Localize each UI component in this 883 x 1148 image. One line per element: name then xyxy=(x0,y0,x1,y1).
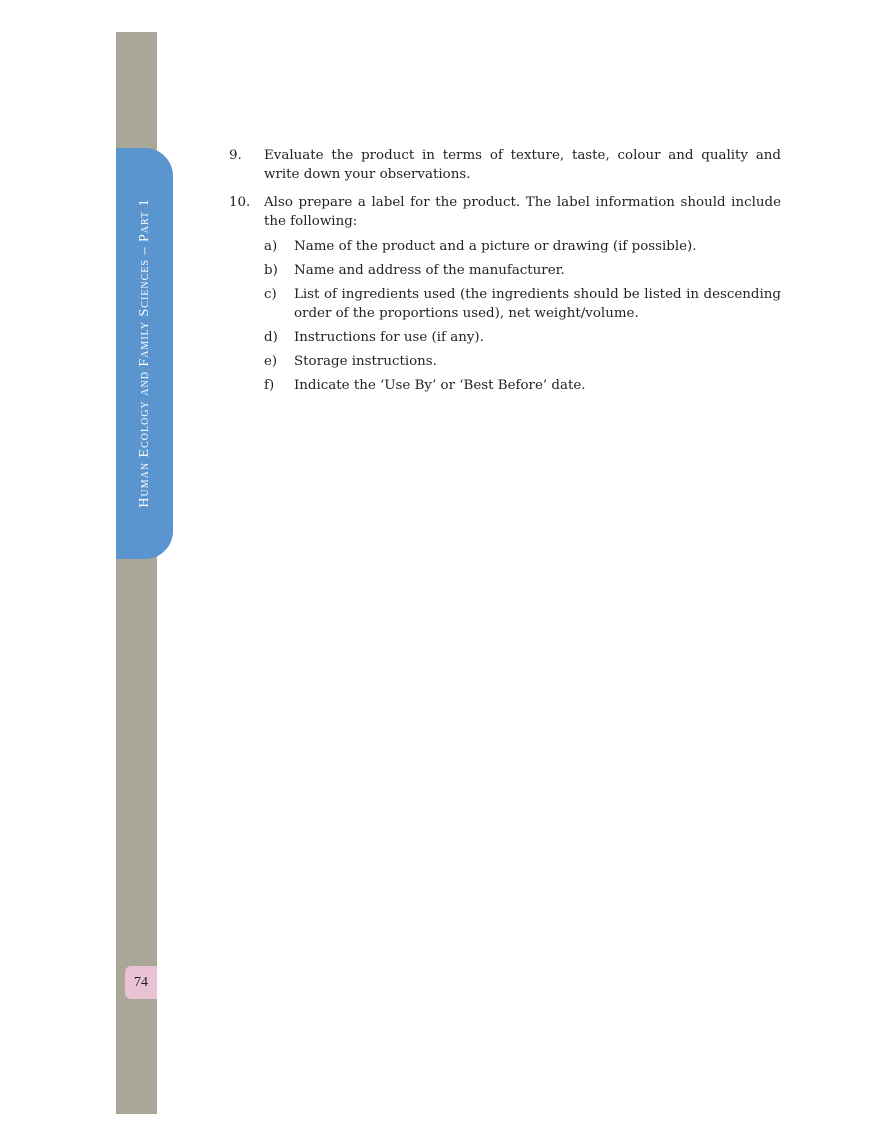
sub-item-text: Name and address of the manufacturer. xyxy=(294,263,565,278)
sub-item-letter: b) xyxy=(264,263,278,278)
item-number: 9. xyxy=(229,148,242,163)
sub-item xyxy=(264,237,781,256)
sub-item-letter: f) xyxy=(264,378,275,393)
page-number: 74 xyxy=(125,966,157,999)
sub-item xyxy=(264,285,781,323)
item-text: Evaluate the product in terms of texture, taste, colour and quality and write down your observations. xyxy=(264,148,781,182)
sub-item-letter: c) xyxy=(264,287,277,302)
sub-item xyxy=(264,376,781,395)
list-item xyxy=(229,193,781,400)
sub-item-letter: a) xyxy=(264,239,278,254)
sub-item-text: Instructions for use (if any). xyxy=(294,330,484,345)
sub-item-text: Name of the product and a picture or drawing (if possible). xyxy=(294,239,697,254)
sub-item-letter: d) xyxy=(264,330,278,345)
sub-item xyxy=(264,261,781,280)
sub-item xyxy=(264,328,781,347)
sub-item-text: Storage instructions. xyxy=(294,354,437,369)
running-title: Human Ecology and Family Sciences – Part 1 xyxy=(137,198,152,508)
item-number: 10. xyxy=(229,195,251,210)
sub-item xyxy=(264,352,781,371)
sub-item-text: Indicate the ‘Use By’ or ‘Best Before’ date. xyxy=(294,378,586,393)
sub-item-text: List of ingredients used (the ingredients should be listed in descending order of the proportions used), net weight/volume. xyxy=(294,287,781,321)
activity-steps xyxy=(229,146,781,409)
sub-list xyxy=(264,237,781,395)
list-item xyxy=(229,146,781,184)
sub-item-letter: e) xyxy=(264,354,278,369)
item-text: Also prepare a label for the product. The label information should include the following: xyxy=(264,195,781,229)
